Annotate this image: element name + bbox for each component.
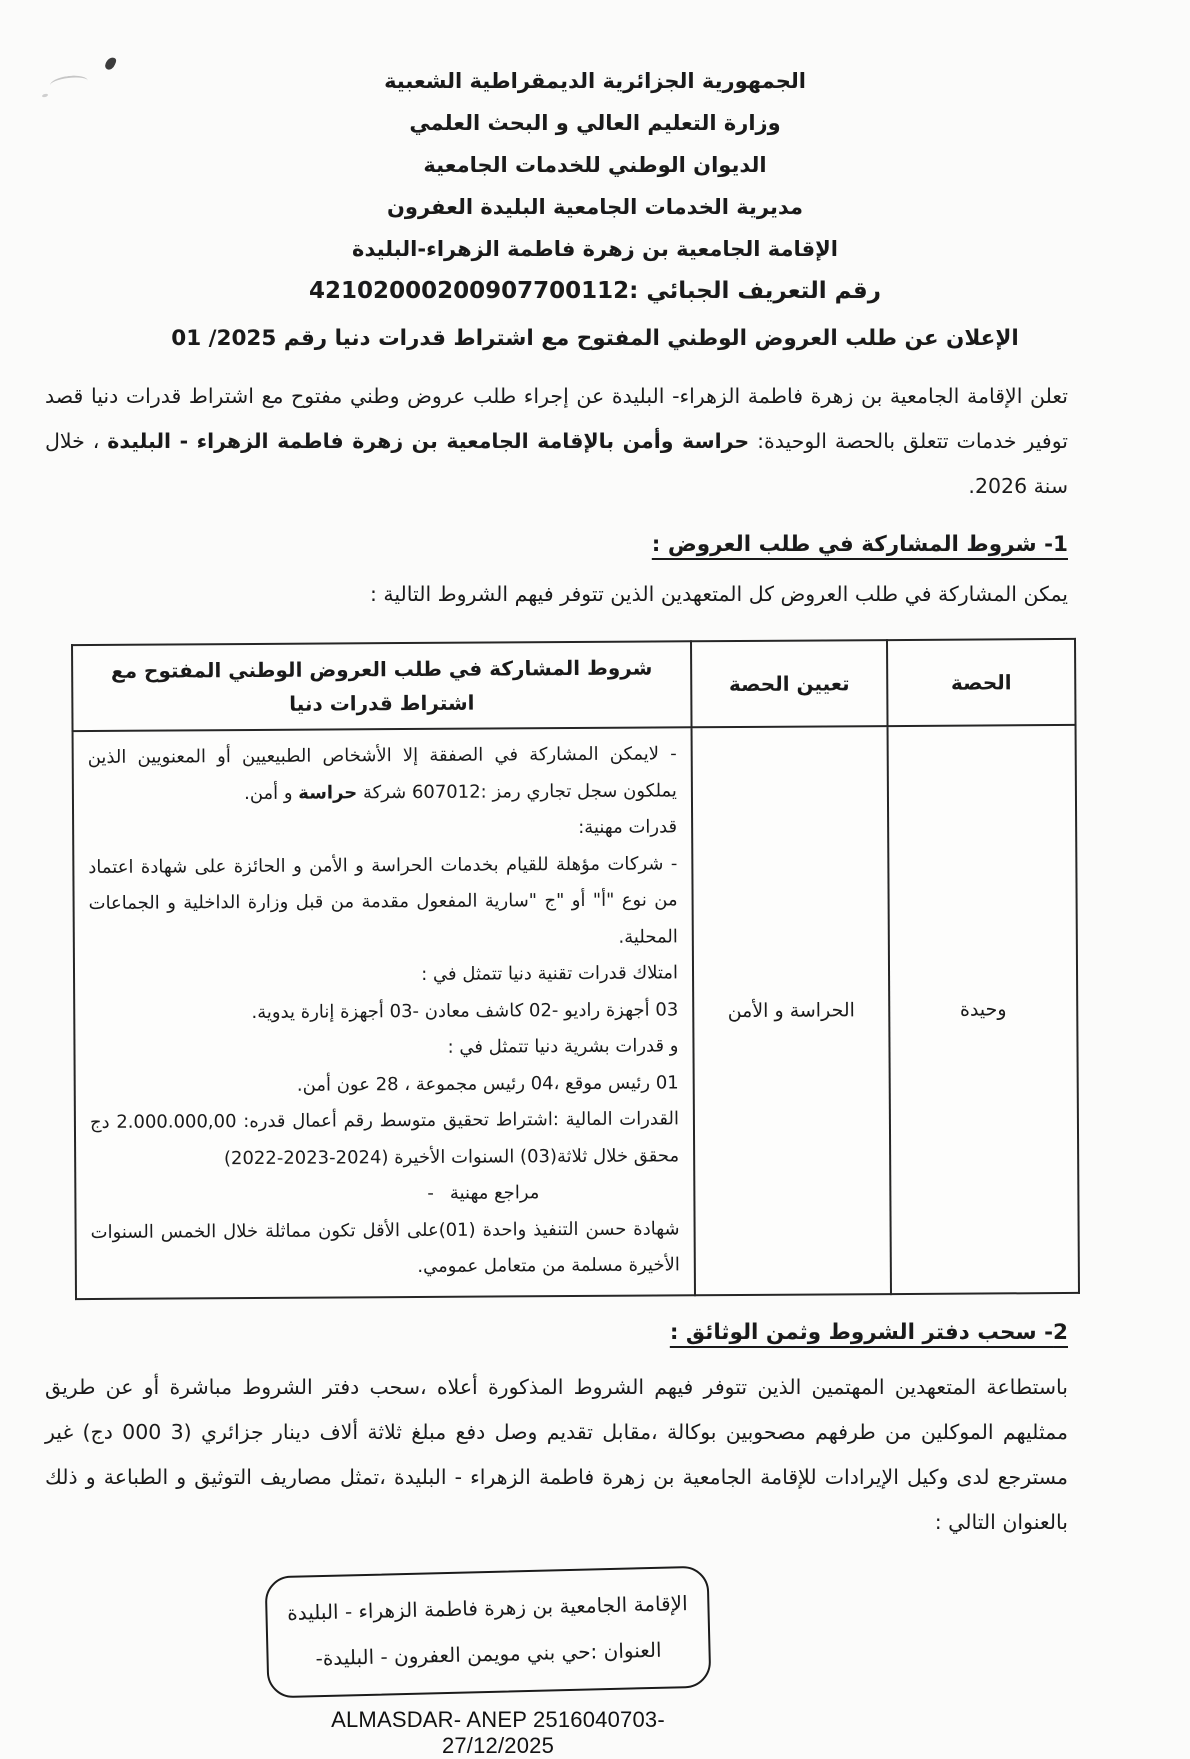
condition-line-accreditation: - شركات مؤهلة للقيام بخدمات الحراسة و الأمن و الحائزة على شهادة اعتماد من نوع "أ" أو "ج "سارية المفعول مقدمة من قبل وزارة الداخلية و الجماعات المحلية. [88, 852, 678, 948]
condition-line-equipment: 03 أجهزة راديو -02 كاشف معادن -03 أجهزة إنارة يدوية. [251, 998, 679, 1023]
section-2-heading [45, 1313, 1068, 1353]
table-body-row [73, 725, 1079, 1299]
intro-text-post: ، خلال سنة 2026. [45, 429, 1068, 498]
condition-line-certificate: شهادة حسن التنفيذ واحدة (01)على الأقل تكون مماثلة خلال الخمس السنوات الأخيرة مسلمة من متعامل عمومي. [90, 1217, 680, 1277]
conditions-cell [73, 727, 695, 1298]
org-line-ministry: وزارة التعليم العالي و البحث العلمي [409, 111, 781, 135]
tax-id-line: رقم التعريف الجبائي :42102000200907700112 [309, 278, 881, 304]
condition-register-bold: حراسة [298, 781, 358, 804]
condition-line-financial: القدرات المالية :اشتراط تحقيق متوسط رقم أعمال قدره: 2.000.000,00 دج محقق خلال ثلاثة(03) السنوات الأخيرة (2024-2023-2022) [89, 1108, 680, 1169]
table-header-designation: تعيين الحصة [691, 640, 888, 727]
condition-line-references [90, 1175, 539, 1214]
org-line-office: الديوان الوطني للخدمات الجامعية [423, 153, 767, 177]
condition-register-post: و أمن. [243, 782, 299, 804]
org-line-republic: الجمهورية الجزائرية الديمقراطية الشعبية [384, 69, 806, 93]
condition-register-pre: - لايمكن المشاركة في الصفقة إلا الأشخاص الطبيعيين أو المعنويين الذين يملكون سجل تجاري رمز :607012 شركة [87, 743, 677, 803]
address-box [265, 1565, 712, 1698]
section-1-lead: يمكن المشاركة في طلب العروض كل المتعهدين الذين تتوفر فيهم الشروط التالية : [369, 582, 1068, 606]
section-1-heading [45, 525, 1068, 565]
intro-text-bold: حراسة وأمن بالإقامة الجامعية بن زهرة فاطمة الزهراء - البليدة [107, 429, 750, 453]
condition-line-professional: قدرات مهنية: [578, 816, 678, 838]
address-line-residence: الإقامة الجامعية بن زهرة فاطمة الزهراء - البليدة [286, 1590, 688, 1625]
tender-conditions-table [71, 638, 1080, 1300]
condition-line-staff: 01 رئيس موقع ،04 رئيس مجموعة ، 28 عون أمن. [296, 1071, 679, 1096]
section-1-heading-text: 1- شروط المشاركة في طلب العروض : [651, 532, 1068, 557]
org-line-directorate: مديرية الخدمات الجامعية البليدة العفرون [387, 195, 803, 219]
table-header-lot: الحصة [887, 639, 1076, 726]
intro-text-pre: تعلن الإقامة الجامعية بن زهرة فاطمة الزهراء- البليدة عن إجراء طلب عروض وطني مفتوح مع اشتراط قدرات دنيا قصد توفير خدمات تتعلق بالحصة الوحيدة: [45, 384, 1069, 453]
designation-cell: الحراسة و الأمن [692, 726, 891, 1295]
condition-line-technical: امتلاك قدرات تقنية دنيا تتمثل في : [421, 962, 679, 985]
address-line-street: العنوان :حي بني مويمن العفرون - البليدة- [315, 1637, 662, 1670]
table-header-conditions: شروط المشاركة في طلب العروض الوطني المفتوح مع اشتراط قدرات دنيا [72, 641, 692, 731]
table-header-row [72, 639, 1076, 731]
org-line-residence: الإقامة الجامعية بن زهرة فاطمة الزهراء-البليدة [352, 237, 838, 261]
reference-text: مراجع مهنية [449, 1182, 540, 1204]
condition-line-human: و قدرات بشرية دنيا تتمثل في : [447, 1035, 679, 1058]
announcement-title: الإعلان عن طلب العروض الوطني المفتوح مع اشتراط قدرات دنيا رقم 2025/ 01 [171, 326, 1019, 351]
lot-cell: وحيدة [888, 725, 1079, 1294]
anep-reference-footer: ALMASDAR- ANEP 2516040703- 27/12/2025 [331, 1706, 665, 1758]
section-2-heading-text: 2- سحب دفتر الشروط وثمن الوثائق : [669, 1319, 1068, 1345]
reference-dash: - [427, 1182, 434, 1204]
withdrawal-paragraph: باستطاعة المتعهدين المهتمين الذين تتوفر فيهم الشروط المذكورة أعلاه ،سحب دفتر الشروط مباشرة أو عن طريق ممثليهم الموكلين من طرفهم مصحوبين بوكالة ،مقابل تقديم وصل دفع مبلغ ثلاثة ألاف دينار جزائري (3 000 دج) غير مسترجع لدى وكيل الإيرادات للإقامة الجامعية بن زهرة فاطمة الزهراء - البليدة ،تمثل مصاريف التوثيق و الطباعة و ذلك بالعنوان التالي : [45, 1374, 1068, 1534]
intro-paragraph [45, 374, 1068, 509]
condition-line-register [88, 736, 677, 813]
